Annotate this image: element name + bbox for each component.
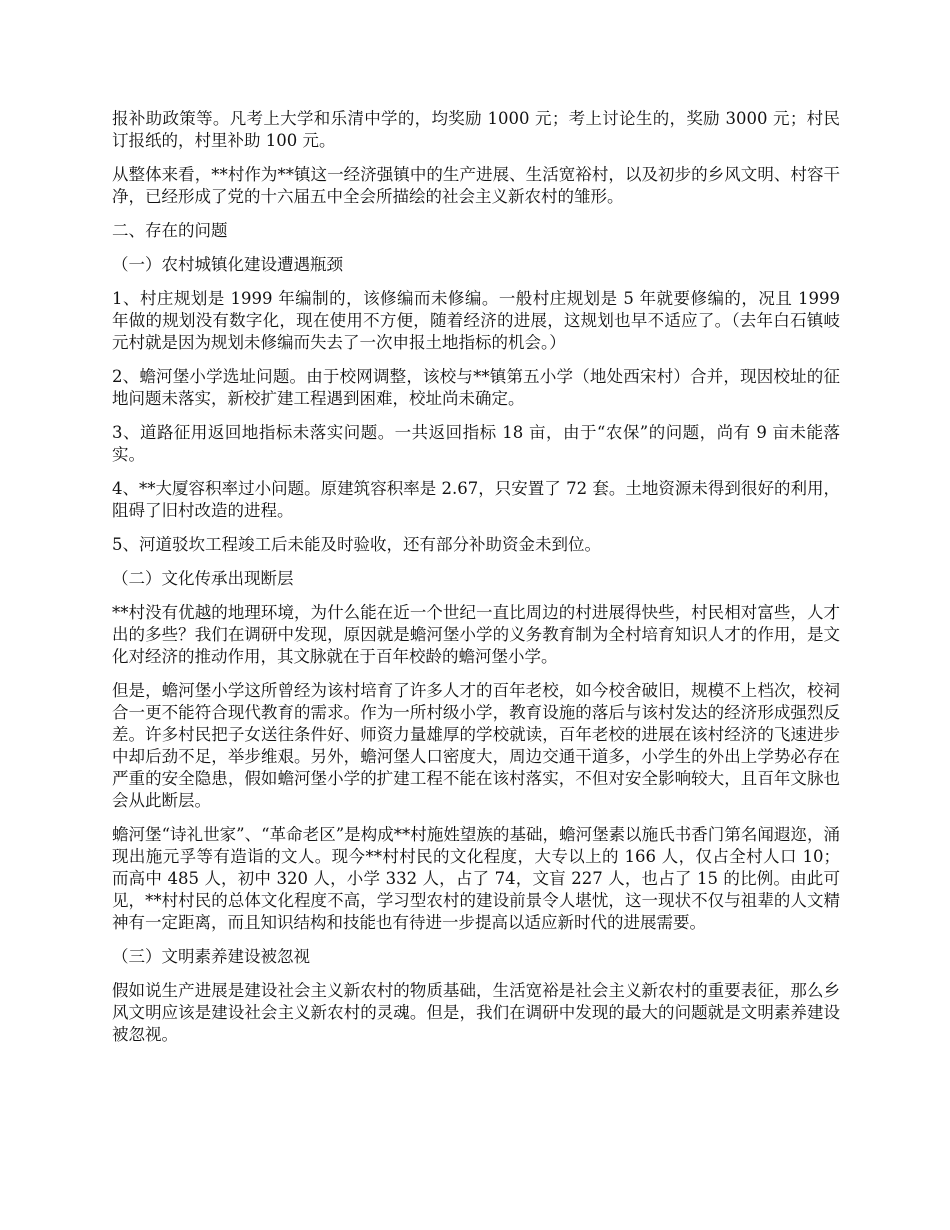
subsection-heading: （二）文化传承出现断层 xyxy=(112,569,294,588)
section-heading: 二、存在的问题 xyxy=(112,221,228,240)
paragraph: **村没有优越的地理环境，为什么能在近一个世纪一直比周边的村进展得快些，村民相对富些，人才出的多些？我们在调研中发现，原因就是蟾河堡小学的义务教育制为全村培育知识人才的作用，是文化对经济的推动作用，其文脉就在于百年校龄的蟾河堡小学。 xyxy=(112,603,840,666)
paragraph: 假如说生产进展是建设社会主义新农村的物质基础，生活宽裕是社会主义新农村的重要表征，那么乡风文明应该是建设社会主义新农村的灵魂。但是，我们在调研中发现的最大的问题就是文明素养建设被忽视。 xyxy=(112,981,840,1044)
subsection-heading: （三）文明素养建设被忽视 xyxy=(112,947,310,966)
paragraph: 2、蟾河堡小学选址问题。由于校网调整，该校与**镇第五小学（地处西宋村）合并，现因校址的征地问题未落实，新校扩建工程遇到困难，校址尚未确定。 xyxy=(112,367,840,408)
paragraph: 蟾河堡“诗礼世家”、“革命老区”是构成**村施姓望族的基础，蟾河堡素以施氏书香门第名闻遐迩，涌现出施元孚等有造诣的文人。现今**村村民的文化程度，大专以上的 166 人，仅占全村人口 10；而高中 485 人，初中 320 人，小学 332 人，占了 74，文盲 227 人，也占了 15 的比例。由此可见，**村村民的总体文化程度不高，学习型农村的建设前景令人堪忧，这一现状不仅与祖辈的人文精神有一定距离，而且知识结构和技能也有待进一步提高以适应新时代的进展需要。 xyxy=(112,825,840,932)
subsection-heading: （一）农村城镇化建设遭遇瓶颈 xyxy=(112,255,343,274)
paragraph: 3、道路征用返回地指标未落实问题。一共返回指标 18 亩，由于“农保”的问题，尚有 9 亩未能落实。 xyxy=(112,423,840,464)
paragraph: 4、**大厦容积率过小问题。原建筑容积率是 2.67，只安置了 72 套。土地资源未得到很好的利用，阻碍了旧村改造的进程。 xyxy=(112,479,840,520)
paragraph: 从整体来看，**村作为**镇这一经济强镇中的生产进展、生活宽裕村，以及初步的乡风文明、村容干净，已经形成了党的十六届五中全会所描绘的社会主义新农村的雏形。 xyxy=(112,165,840,206)
paragraph: 1、村庄规划是 1999 年编制的，该修编而未修编。一般村庄规划是 5 年就要修编的，况且 1999 年做的规划没有数字化，现在使用不方便，随着经济的进展，这规划也早不适应了。（去年白石镇岐元村就是因为规划未修编而失去了一次申报土地指标的机会。） xyxy=(112,289,840,352)
paragraph: 5、河道驳坎工程竣工后未能及时验收，还有部分补助资金未到位。 xyxy=(112,535,601,554)
paragraph: 报补助政策等。凡考上大学和乐清中学的，均奖励 1000 元；考上讨论生的，奖励 3000 元；村民订报纸的，村里补助 100 元。 xyxy=(112,109,840,150)
document-page xyxy=(112,108,840,1058)
paragraph: 但是，蟾河堡小学这所曾经为该村培育了许多人才的百年老校，如今校舍破旧，规模不上档次，校祠合一更不能符合现代教育的需求。作为一所村级小学，教育设施的落后与该村发达的经济形成强烈反差。许多村民把子女送往条件好、师资力量雄厚的学校就读，百年老校的进展在该村经济的飞速进步中却后劲不足，举步维艰。另外，蟾河堡人口密度大，周边交通干道多，小学生的外出上学势必存在严重的安全隐患，假如蟾河堡小学的扩建工程不能在该村落实，不但对安全影响较大，且百年文脉也会从此断层。 xyxy=(112,681,840,810)
